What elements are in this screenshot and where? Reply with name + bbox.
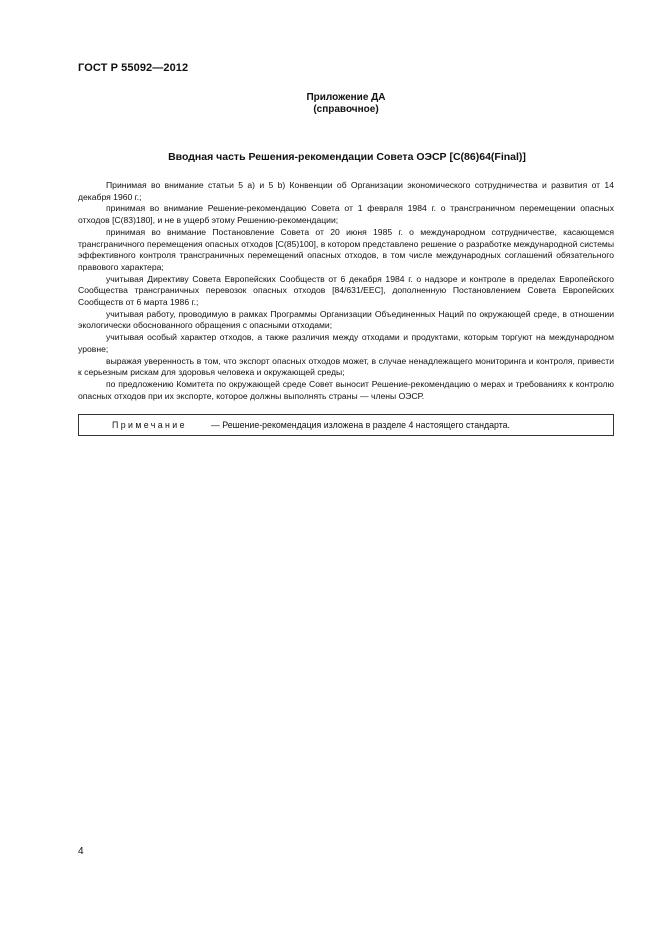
section-title: Вводная часть Решения-рекомендации Совета ОЭСР [C(86)64(Final)] (168, 151, 526, 163)
page-number: 4 (78, 846, 84, 857)
appendix-heading (250, 92, 442, 116)
paragraph: учитывая особый характер отходов, а также различия между отходами и продуктами, которым торгуют на международном уровне; (78, 332, 614, 354)
paragraph: по предложению Комитета по окружающей среде Совет выносит Решение-рекомендацию о мерах и требованиях к контролю опасных отходов при их экспорте, которое должны выполнять страны — члены ОЭСР. (78, 378, 614, 401)
paragraph: учитывая Директиву Совета Европейских Сообществ от 6 декабря 1984 г. о надзоре и контроле в пределах Европейского Сообщества трансграничных перевозок опасных отходов [84/631/ЕЕС], дополненную Постановлением Совета Европейских Сообществ от 6 марта 1986 г.; (78, 273, 614, 308)
appendix-subtitle: (справочное) (313, 104, 379, 115)
paragraph: учитывая работу, проводимую в рамках Программы Организации Объединенных Наций по окружающей среде, в отношении экологически обоснованного обращения с опасными отходами; (78, 308, 614, 331)
appendix-title: Приложение ДА (306, 92, 386, 103)
body-text (78, 180, 614, 402)
paragraph: выражая уверенность в том, что экспорт опасных отходов может, в случае ненадлежащего мониторинга и контроля, привести к серьезным рискам для здоровья человека и окружающей среды; (78, 355, 614, 378)
standard-header: ГОСТ Р 55092—2012 (78, 62, 189, 74)
note-text: — Решение-рекомендация изложена в разделе 4 настоящего стандарта. (211, 420, 510, 430)
paragraph: принимая во внимание Решение-рекомендацию Совета от 1 февраля 1984 г. о трансграничном перемещении опасных отходов [C(83)180], и не в ущерб этому Решению-рекомендации; (78, 203, 614, 226)
note-box (78, 414, 614, 436)
paragraph: принимая во внимание Постановление Совета от 20 июня 1985 г. о международном сотрудничестве, касающемся трансграничного перемещения опасных отходов [C(85)100], в котором представлено решение о разработке международной системы эффективного контроля трансграничных перемещений опасных отходов, в том числе международных соглашений обязательного правового характера; (78, 226, 614, 272)
paragraph: Принимая во внимание статьи 5 а) и 5 b) Конвенции об Организации экономического сотрудничества и развития от 14 декабря 1960 г.; (78, 180, 614, 202)
note-label: Примечание (112, 420, 187, 430)
